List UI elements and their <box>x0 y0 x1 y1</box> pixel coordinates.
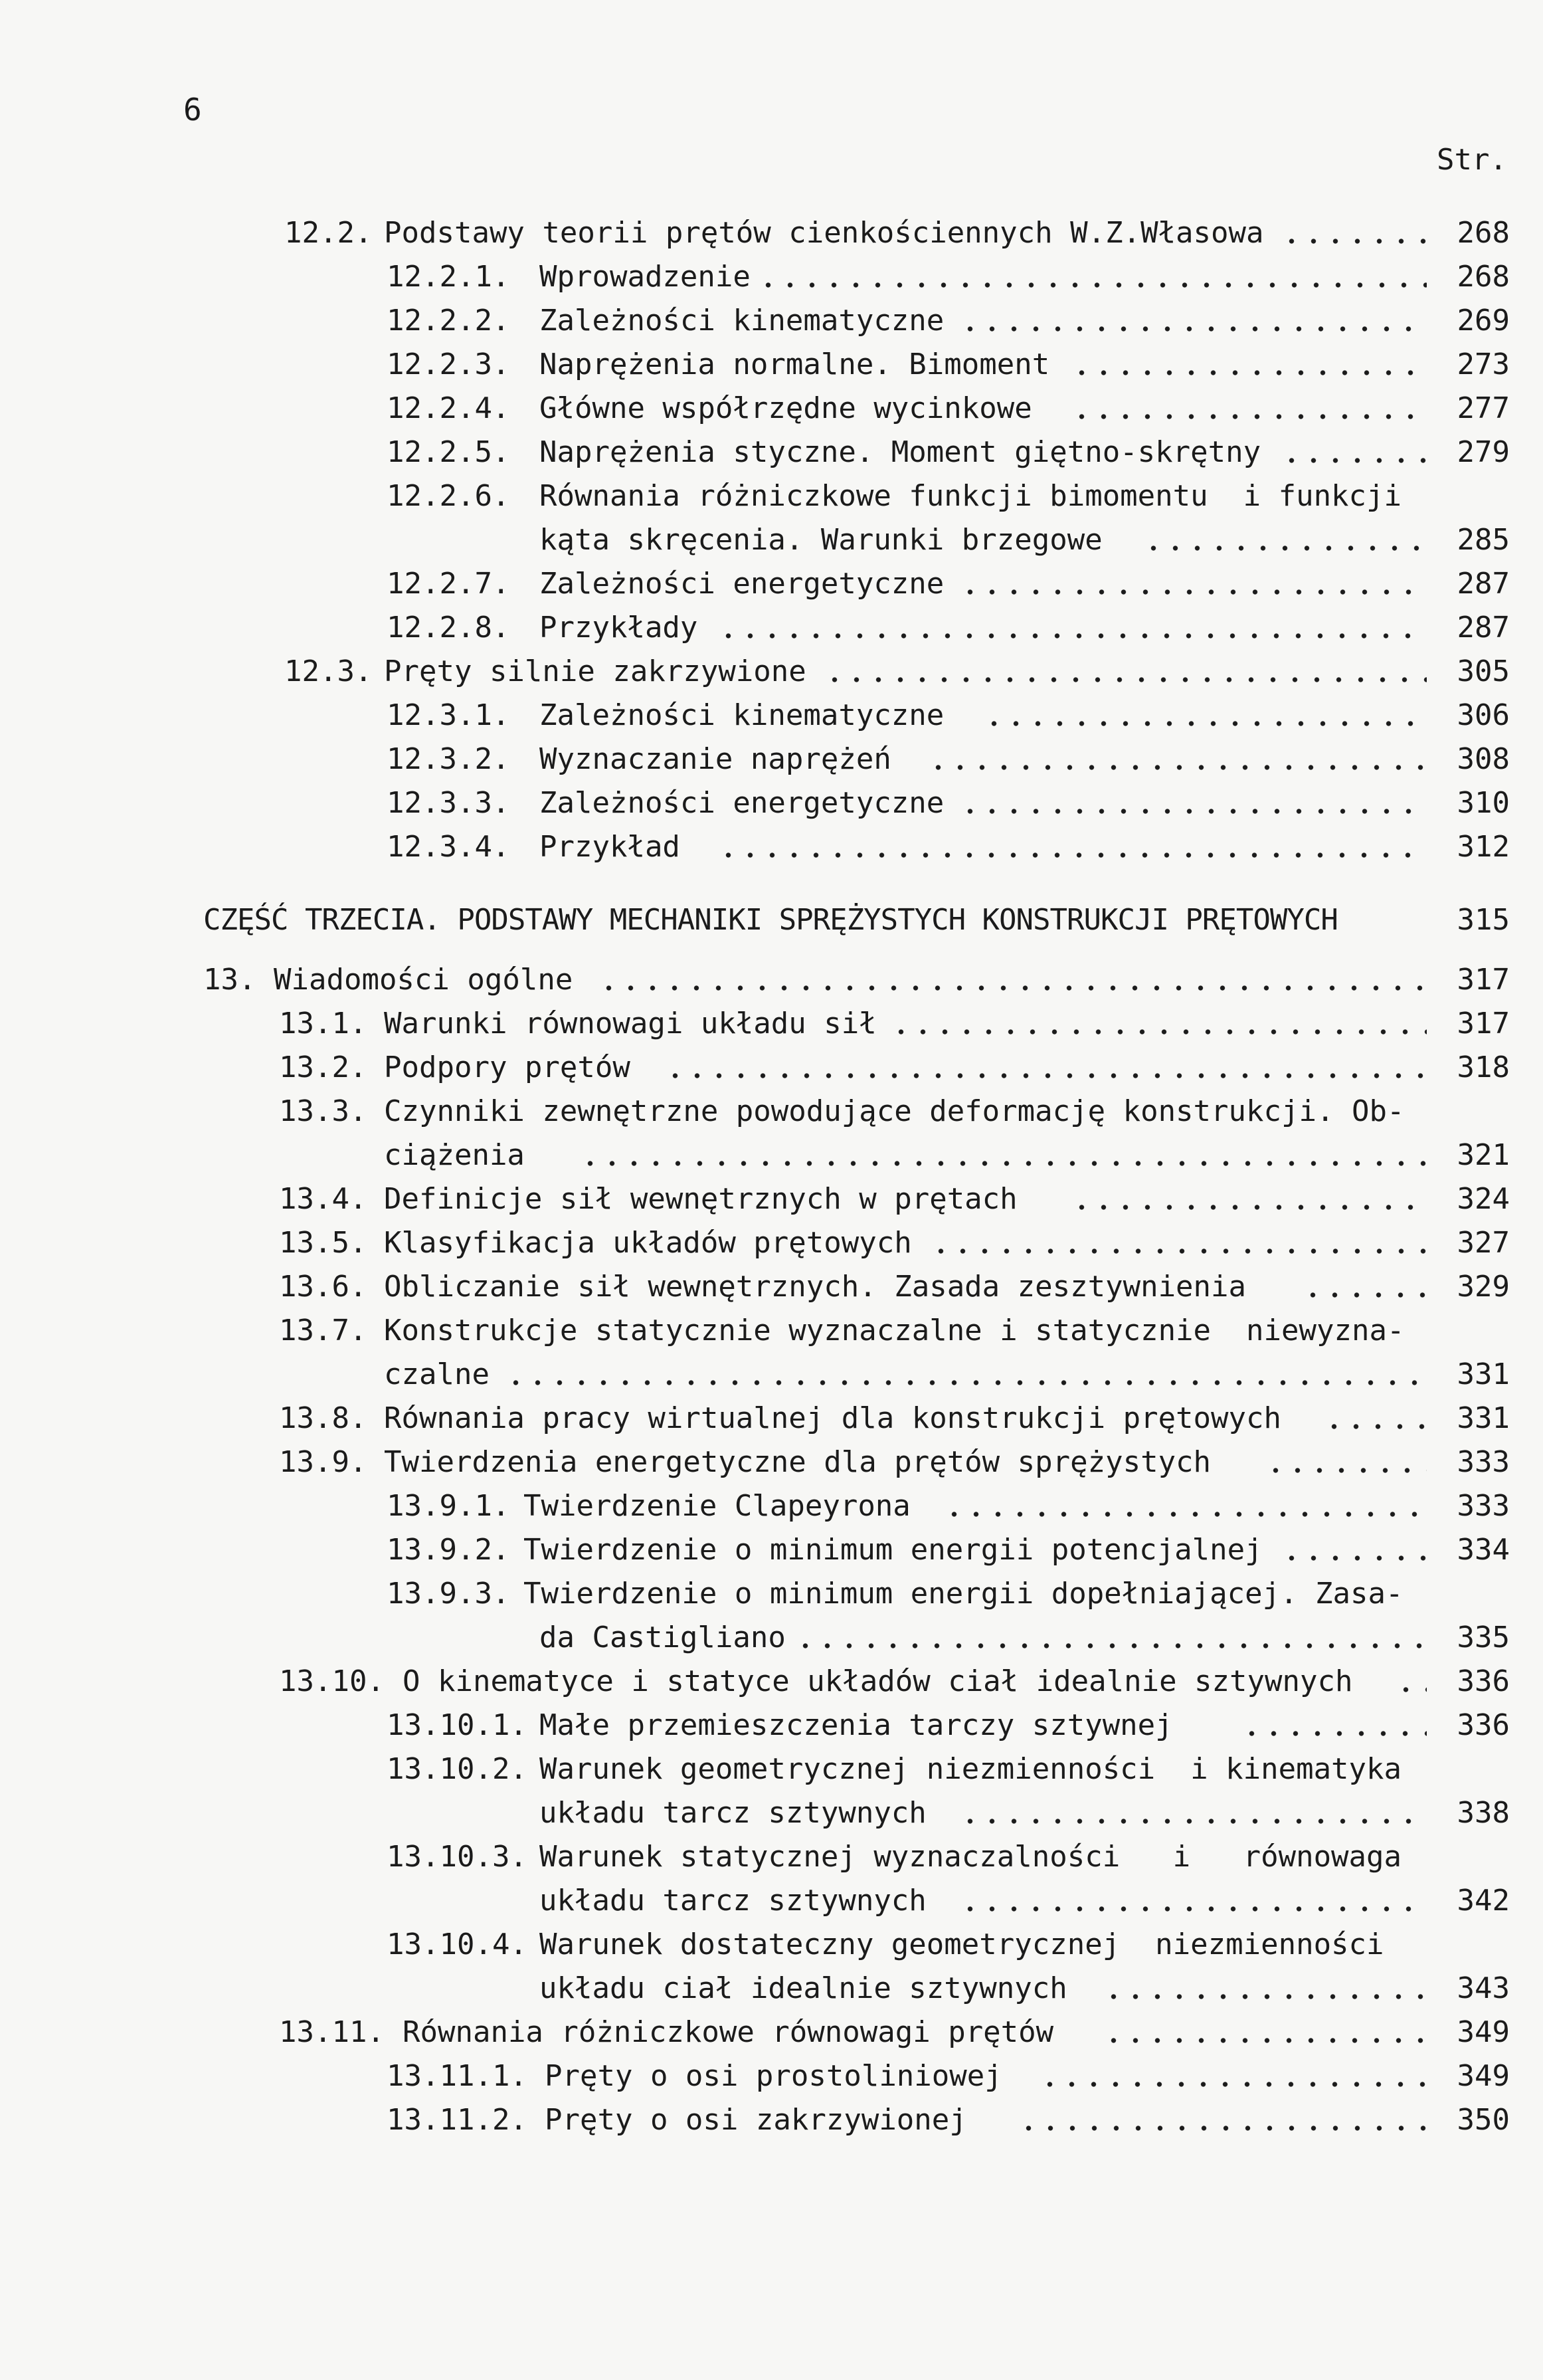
section-number: 13.1. <box>279 1007 367 1041</box>
section-number: 12.2.5. <box>387 435 510 469</box>
section-number: 13.2. <box>279 1050 367 1084</box>
toc-entry-12-2-6-cont[interactable] <box>0 518 1543 562</box>
toc-entry-13-9-1[interactable] <box>0 1484 1543 1528</box>
part-title: CZĘŚĆ TRZECIA. PODSTAWY MECHANIKI SPRĘŻYSTYCH KONSTRUKCJI PRĘTOWYCH <box>203 903 1338 937</box>
section-title: ciążenia <box>384 1138 525 1172</box>
toc-entry-13-9-3-cont[interactable] <box>0 1616 1543 1660</box>
page-ref: 333 <box>1457 1489 1510 1523</box>
section-number: 13.5. <box>279 1226 367 1260</box>
section-title: Główne współrzędne wycinkowe <box>539 391 1032 425</box>
leader-dots <box>824 676 1427 683</box>
section-number: 13.9.1. <box>387 1489 510 1523</box>
page-ref: 312 <box>1457 830 1510 864</box>
section-title: Zależności kinematyczne <box>539 698 945 732</box>
page-ref: 277 <box>1457 391 1510 425</box>
leader-dots <box>1281 1555 1427 1561</box>
leader-dots <box>943 1511 1427 1518</box>
section-title: Zależności kinematyczne <box>539 304 945 338</box>
toc-entry-13-9[interactable] <box>0 1440 1543 1484</box>
page-ref: 273 <box>1457 347 1510 381</box>
section-title: Podstawy teorii prętów cienkościennych W.Z.Własowa <box>384 216 1264 250</box>
page-ref: 279 <box>1457 435 1510 469</box>
section-title: układu tarcz sztywnych <box>539 1884 927 1918</box>
page-ref: 335 <box>1457 1621 1510 1654</box>
section-number: 12.2.7. <box>387 567 510 601</box>
leader-dots <box>959 1906 1427 1912</box>
toc-entry-13-11-1[interactable] <box>0 2054 1543 2098</box>
page-ref: 269 <box>1457 304 1510 338</box>
toc-entry-12-3[interactable] <box>0 650 1543 694</box>
leader-dots <box>1071 1204 1427 1211</box>
section-number: 13.10.1. <box>387 1708 527 1742</box>
leader-dots <box>1395 1686 1427 1693</box>
page-ref: 285 <box>1457 523 1510 557</box>
leader-dots <box>1103 2037 1427 2044</box>
section-title: czalne <box>384 1357 490 1391</box>
toc-entry-13-5[interactable] <box>0 1221 1543 1265</box>
section-number: 13.9. <box>279 1445 367 1479</box>
page-ref: 336 <box>1457 1708 1510 1742</box>
page-number: 6 <box>183 92 202 128</box>
section-title: Pręty o osi zakrzywionej <box>545 2103 967 2137</box>
toc-entry-12-2-3[interactable] <box>0 343 1543 387</box>
toc-entry-13-11-2[interactable] <box>0 2098 1543 2142</box>
toc-entry-13-9-2[interactable] <box>0 1528 1543 1572</box>
section-title: kąta skręcenia. Warunki brzegowe <box>539 523 1103 557</box>
leader-dots <box>717 852 1427 858</box>
page-ref: 350 <box>1457 2103 1510 2137</box>
toc-entry-13-2[interactable] <box>0 1046 1543 1090</box>
page-ref: 331 <box>1457 1401 1510 1435</box>
leader-dots <box>1302 1292 1427 1298</box>
toc-entry-12-2-5[interactable] <box>0 431 1543 474</box>
section-number: 12.3.4. <box>387 830 510 864</box>
section-title: Naprężenia styczne. Moment giętno-skrętny <box>539 435 1261 469</box>
leader-dots <box>1103 1993 1427 2000</box>
page-ref: 333 <box>1457 1445 1510 1479</box>
page-ref: 349 <box>1457 2015 1510 2049</box>
toc-entry-12-2-7[interactable] <box>0 562 1543 606</box>
page-ref: 287 <box>1457 611 1510 645</box>
page-ref: 317 <box>1457 963 1510 997</box>
page-ref: 342 <box>1457 1884 1510 1918</box>
toc-entry-13-8[interactable] <box>0 1397 1543 1440</box>
page-ref: 315 <box>1457 903 1510 937</box>
section-title: Klasyfikacja układów prętowych <box>384 1226 912 1260</box>
leader-dots <box>959 808 1427 815</box>
section-title: Przykłady <box>539 611 698 645</box>
toc-entry-13-7-cont[interactable] <box>0 1353 1543 1397</box>
section-title: Pręty silnie zakrzywione <box>384 654 806 688</box>
section-title: Zależności energetyczne <box>539 786 945 820</box>
toc-entry-13-10-4[interactable] <box>0 1923 1543 1967</box>
section-title: Twierdzenie Clapeyrona <box>523 1489 911 1523</box>
section-number: 13. <box>203 963 256 997</box>
toc-entry-12-3-1[interactable] <box>0 694 1543 738</box>
leader-dots <box>794 1642 1427 1649</box>
section-number: 13.3. <box>279 1094 367 1128</box>
section-number: 13.11.1. <box>387 2059 527 2093</box>
toc-entry-12-2-1[interactable] <box>0 255 1543 299</box>
toc-entry-12-2-2[interactable] <box>0 299 1543 343</box>
section-number: 12.2. <box>284 216 373 250</box>
leader-dots <box>1142 545 1427 551</box>
section-title: Twierdzenie o minimum energii dopełniającej. Zasa- <box>523 1577 1404 1611</box>
toc-entry-13-10-2[interactable] <box>0 1747 1543 1791</box>
section-title: Konstrukcje statycznie wyznaczalne i statycznie niewyzna- <box>384 1314 1405 1347</box>
page-ref: 343 <box>1457 1971 1510 2005</box>
section-number: 12.2.2. <box>387 304 510 338</box>
leader-dots <box>983 720 1427 727</box>
toc-entry-13-10-3-cont[interactable] <box>0 1879 1543 1923</box>
toc-part-heading[interactable] <box>0 898 1543 942</box>
leader-dots <box>1018 2125 1427 2132</box>
section-number: 12.3. <box>284 654 373 688</box>
toc-entry-13-7[interactable] <box>0 1309 1543 1353</box>
leader-dots <box>505 1379 1427 1386</box>
section-title: Warunek statycznej wyznaczalności i równowaga <box>539 1840 1402 1874</box>
section-title: Wprowadzenie <box>539 260 751 294</box>
leader-dots <box>1323 1423 1427 1430</box>
page-ref: 329 <box>1457 1270 1510 1304</box>
page-ref: 306 <box>1457 698 1510 732</box>
toc-entry-13-10-3[interactable] <box>0 1835 1543 1879</box>
section-number: 13.10.4. <box>387 1928 527 1961</box>
section-number: 13.10. <box>279 1664 385 1698</box>
page-ref: 349 <box>1457 2059 1510 2093</box>
section-title: Równania różniczkowe funkcji bimomentu i funkcji <box>539 479 1402 513</box>
page-ref: 338 <box>1457 1796 1510 1830</box>
page-ref: 310 <box>1457 786 1510 820</box>
section-title: układu tarcz sztywnych <box>539 1796 927 1830</box>
toc-entry-13-10-4-cont[interactable] <box>0 1967 1543 2011</box>
section-number: 13.6. <box>279 1270 367 1304</box>
section-title: Czynniki zewnętrzne powodujące deformację konstrukcji. Ob- <box>384 1094 1405 1128</box>
page-ref: 336 <box>1457 1664 1510 1698</box>
toc-entry-13[interactable] <box>0 958 1543 1002</box>
section-title: Warunki równowagi układu sił <box>384 1007 877 1041</box>
leader-dots <box>1281 457 1427 464</box>
toc-entry-12-2-6[interactable] <box>0 474 1543 518</box>
page-ref: 321 <box>1457 1138 1510 1172</box>
section-title: Przykład <box>539 830 680 864</box>
leader-dots <box>890 1029 1427 1035</box>
section-number: 12.2.4. <box>387 391 510 425</box>
section-number: 12.3.2. <box>387 742 510 776</box>
section-number: 13.4. <box>279 1182 367 1216</box>
section-number: 12.2.6. <box>387 479 510 513</box>
section-title: Twierdzenia energetyczne dla prętów sprężystych <box>384 1445 1212 1479</box>
toc-entry-12-3-3[interactable] <box>0 781 1543 825</box>
toc-entry-13-4[interactable] <box>0 1177 1543 1221</box>
page-column-label: Str. <box>1437 143 1507 177</box>
section-title: Warunek dostateczny geometrycznej niezmienności <box>539 1928 1384 1961</box>
toc-entry-13-9-3[interactable] <box>0 1572 1543 1616</box>
section-title: Definicje sił wewnętrznych w prętach <box>384 1182 1018 1216</box>
toc-entry-12-2[interactable] <box>0 211 1543 255</box>
leader-dots <box>1071 369 1427 376</box>
section-number: 13.9.3. <box>387 1577 510 1611</box>
toc-entry-12-2-8[interactable] <box>0 606 1543 650</box>
page-ref: 317 <box>1457 1007 1510 1041</box>
leader-dots <box>1241 1730 1427 1737</box>
page-ref: 327 <box>1457 1226 1510 1260</box>
toc-entry-13-10[interactable] <box>0 1660 1543 1704</box>
toc-entry-13-3[interactable] <box>0 1090 1543 1134</box>
page-ref: 334 <box>1457 1533 1510 1567</box>
page-ref: 287 <box>1457 567 1510 601</box>
page-ref: 268 <box>1457 216 1510 250</box>
section-number: 12.2.8. <box>387 611 510 645</box>
toc-entry-13-6[interactable] <box>0 1265 1543 1309</box>
section-title: Wyznaczanie naprężeń <box>539 742 891 776</box>
toc-entry-13-10-1[interactable] <box>0 1704 1543 1747</box>
section-number: 12.2.1. <box>387 260 510 294</box>
toc-entry-12-3-4[interactable] <box>0 825 1543 869</box>
section-number: 13.9.2. <box>387 1533 510 1567</box>
section-number: 12.2.3. <box>387 347 510 381</box>
leader-dots <box>1265 1467 1427 1474</box>
toc-entry-13-11[interactable] <box>0 2011 1543 2054</box>
page-ref: 318 <box>1457 1050 1510 1084</box>
leader-dots <box>959 326 1427 332</box>
toc-entry-12-2-4[interactable] <box>0 387 1543 431</box>
page-ref: 305 <box>1457 654 1510 688</box>
page-ref: 268 <box>1457 260 1510 294</box>
section-title: Naprężenia normalne. Bimoment <box>539 347 1050 381</box>
leader-dots <box>757 282 1427 288</box>
section-title: Wiadomości ogólne <box>274 963 573 997</box>
section-title: Pręty o osi prostoliniowej <box>545 2059 1002 2093</box>
toc-entry-12-3-2[interactable] <box>0 738 1543 781</box>
section-title: Małe przemieszczenia tarczy sztywnej <box>539 1708 1173 1742</box>
section-title: Obliczanie sił wewnętrznych. Zasada zesztywnienia <box>384 1270 1247 1304</box>
section-number: 13.10.3. <box>387 1840 527 1874</box>
leader-dots <box>959 1818 1427 1825</box>
leader-dots <box>579 1160 1427 1167</box>
toc-entry-13-3-cont[interactable] <box>0 1134 1543 1177</box>
section-number: 12.3.1. <box>387 698 510 732</box>
section-title: da Castigliano <box>539 1621 786 1654</box>
page-ref: 331 <box>1457 1357 1510 1391</box>
toc-entry-13-10-2-cont[interactable] <box>0 1791 1543 1835</box>
section-number: 13.11.2. <box>387 2103 527 2137</box>
section-number: 13.8. <box>279 1401 367 1435</box>
section-number: 13.7. <box>279 1314 367 1347</box>
leader-dots <box>930 1248 1427 1254</box>
leader-dots <box>1071 413 1427 420</box>
leader-dots <box>717 633 1427 639</box>
section-title: O kinematyce i statyce układów ciał idealnie sztywnych <box>403 1664 1353 1698</box>
page-ref: 308 <box>1457 742 1510 776</box>
leader-dots <box>664 1072 1427 1079</box>
section-title: Twierdzenie o minimum energii potencjalnej <box>523 1533 1263 1567</box>
section-title: układu ciał idealnie sztywnych <box>539 1971 1067 2005</box>
leader-dots <box>927 764 1427 771</box>
section-title: Warunek geometrycznej niezmienności i kinematyka <box>539 1752 1402 1786</box>
leader-dots <box>1039 2081 1427 2088</box>
section-number: 13.11. <box>279 2015 385 2049</box>
leader-dots <box>1281 238 1427 245</box>
section-title: Równania pracy wirtualnej dla konstrukcji prętowych <box>384 1401 1282 1435</box>
section-number: 13.10.2. <box>387 1752 527 1786</box>
leader-dots <box>959 589 1427 595</box>
leader-dots <box>598 985 1427 991</box>
section-title: Podpory prętów <box>384 1050 630 1084</box>
section-title: Równania różniczkowe równowagi prętów <box>403 2015 1054 2049</box>
toc-entry-13-1[interactable] <box>0 1002 1543 1046</box>
section-number: 12.3.3. <box>387 786 510 820</box>
page-ref: 324 <box>1457 1182 1510 1216</box>
section-title: Zależności energetyczne <box>539 567 945 601</box>
